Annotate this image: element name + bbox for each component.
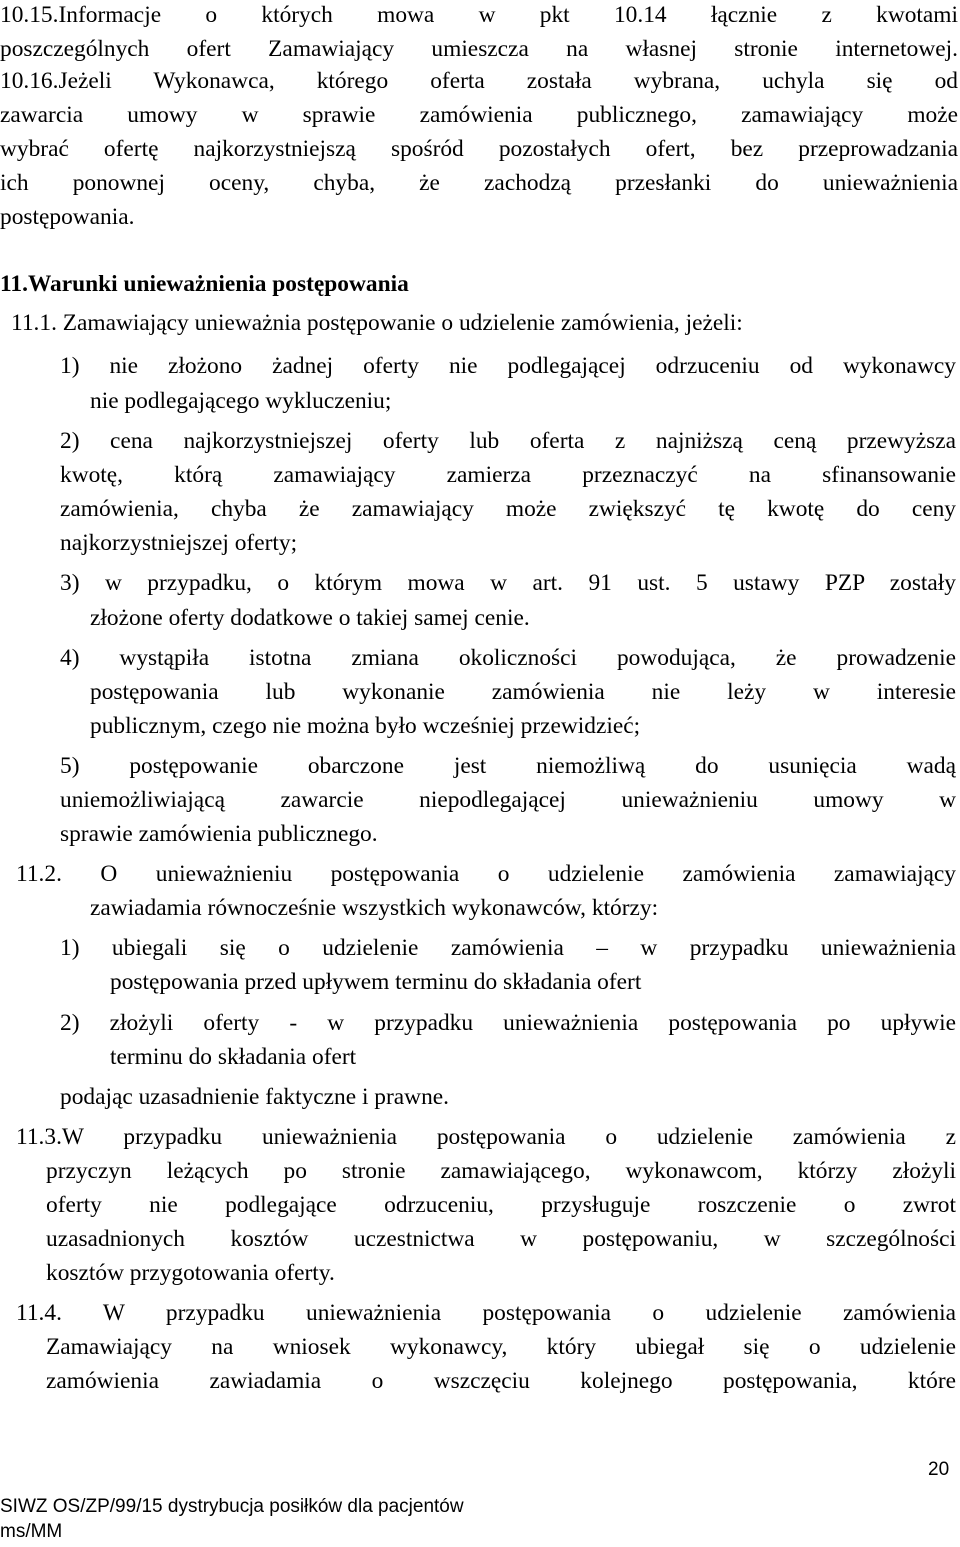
text-line: uzasadnionych kosztów uczestnictwa w postępowaniu, w szczególności xyxy=(46,1226,956,1252)
list-item: 2) złożyli oferty - w przypadku unieważnienia postępowania po upływie xyxy=(60,1010,956,1036)
text-line: 11.4. W przypadku unieważnienia postępowania o udzielenie zamówienia xyxy=(16,1300,956,1326)
text-line: oferty nie podlegające odrzuceniu, przysługuje roszczenie o zwrot xyxy=(46,1192,956,1218)
text-line: zawiadamia równocześnie wszystkich wykonawców, którzy: xyxy=(90,895,659,921)
list-item: 4) wystąpiła istotna zmiana okoliczności powodująca, że prowadzenie xyxy=(60,645,956,671)
text-line: Zamawiający na wniosek wykonawcy, który ubiegał się o udzielenie xyxy=(46,1334,956,1360)
text-line: terminu do składania ofert xyxy=(110,1044,357,1070)
text-line: zawarcia umowy w sprawie zamówienia publicznego, zamawiający może xyxy=(0,102,958,128)
list-item: 1) ubiegali się o udzielenie zamówienia – w przypadku unieważnienia xyxy=(60,935,956,961)
text-line: 11.3.W przypadku unieważnienia postępowania o udzielenie zamówienia z xyxy=(16,1124,956,1150)
footer-title: SIWZ OS/ZP/99/15 dystrybucja posiłków dla pacjentów xyxy=(0,1496,464,1517)
text-line: 11.1. Zamawiający unieważnia postępowanie o udzielenie zamówienia, jeżeli: xyxy=(11,310,743,336)
text-line: kwotę, którą zamawiający zamierza przeznaczyć na sfinansowanie xyxy=(60,462,956,488)
text-line: postępowania. xyxy=(0,204,135,230)
text-line: podając uzasadnienie faktyczne i prawne. xyxy=(60,1084,449,1110)
text-line: złożone oferty dodatkowe o takiej samej cenie. xyxy=(90,605,530,631)
text-line: zamówienia, chyba że zamawiający może zwiększyć tę kwotę do ceny xyxy=(60,496,956,522)
footer-initials: ms/MM xyxy=(0,1521,63,1542)
text-line: sprawie zamówienia publicznego. xyxy=(60,821,378,847)
text-line: wybrać ofertę najkorzystniejszą spośród pozostałych ofert, bez przeprowadzania xyxy=(0,136,958,162)
text-line: 11.2. O unieważnieniu postępowania o udzielenie zamówienia zamawiający xyxy=(16,861,956,887)
text-line: najkorzystniejszej oferty; xyxy=(60,530,298,556)
text-line: zamówienia zawiadamia o wszczęciu kolejnego postępowania, które xyxy=(46,1368,956,1394)
text-line: poszczególnych ofert Zamawiający umieszcza na własnej stronie internetowej. xyxy=(0,36,958,62)
text-line: 10.16.Jeżeli Wykonawca, którego oferta została wybrana, uchyla się od xyxy=(0,68,958,94)
list-item: 2) cena najkorzystniejszej oferty lub oferta z najniższą ceną przewyższa xyxy=(60,428,956,454)
text-line: uniemożliwiającą zawarcie niepodlegającej unieważnieniu umowy w xyxy=(60,787,956,813)
list-item: 5) postępowanie obarczone jest niemożliwą do usunięcia wadą xyxy=(60,753,956,779)
text-line: postępowania lub wykonanie zamówienia nie leży w interesie xyxy=(90,679,956,705)
text-line: przyczyn leżących po stronie zamawiającego, wykonawcom, którzy złożyli xyxy=(46,1158,956,1184)
text-line: publicznym, czego nie można było wcześniej przewidzieć; xyxy=(90,713,641,739)
section-heading: 11.Warunki unieważnienia postępowania xyxy=(0,271,409,297)
page-number: 20 xyxy=(928,1459,950,1480)
text-line: postępowania przed upływem terminu do składania ofert xyxy=(110,969,642,995)
text-line: nie podlegającego wykluczeniu; xyxy=(90,388,392,414)
list-item: 3) w przypadku, o którym mowa w art. 91 ust. 5 ustawy PZP zostały xyxy=(60,570,956,596)
text-line: kosztów przygotowania oferty. xyxy=(46,1260,335,1286)
list-item: 1) nie złożono żadnej oferty nie podlegającej odrzuceniu od wykonawcy xyxy=(60,353,956,379)
text-line: 10.15.Informacje o których mowa w pkt 10.14 łącznie z kwotami xyxy=(0,2,958,28)
text-line: ich ponownej oceny, chyba, że zachodzą przesłanki do unieważnienia xyxy=(0,170,958,196)
